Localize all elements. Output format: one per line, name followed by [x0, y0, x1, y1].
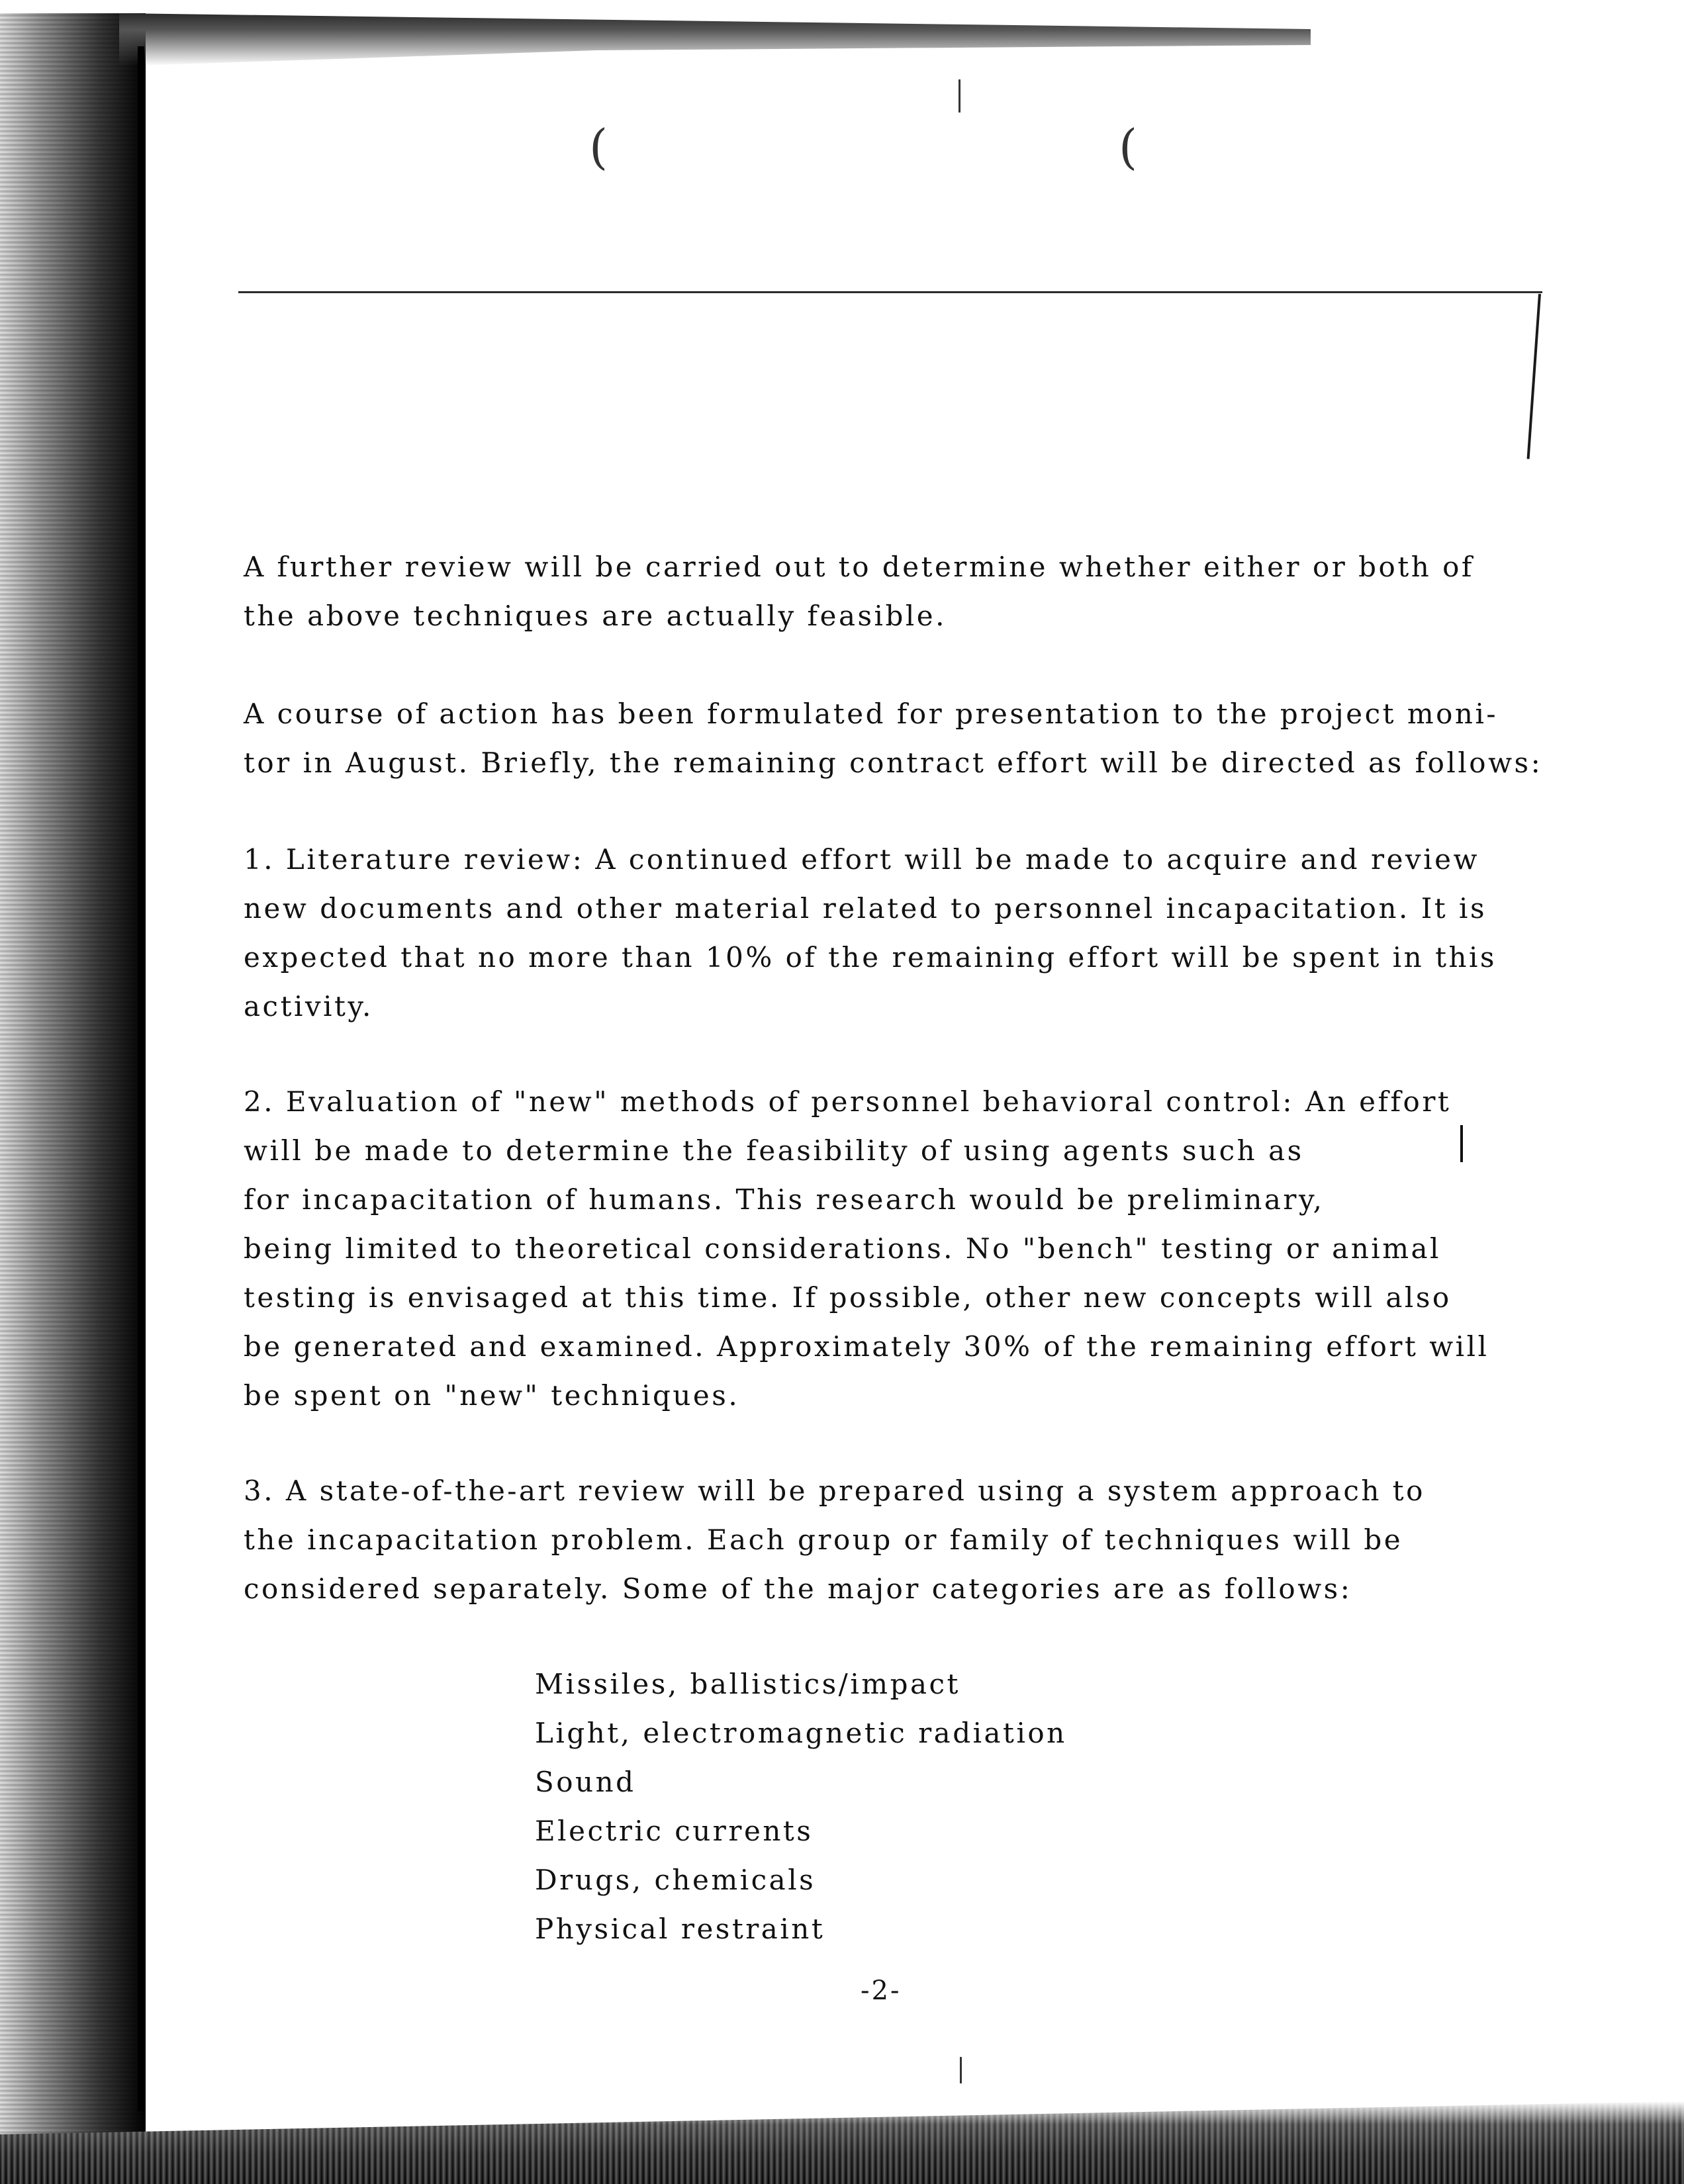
list-item: Drugs, chemicals [535, 1864, 816, 1896]
list-item: Electric currents [535, 1815, 814, 1847]
redaction-mark [1460, 1125, 1463, 1162]
scan-shadow-bottom [0, 2101, 1684, 2184]
page-number: -2- [861, 1976, 902, 2006]
list-item: Light, electromagnetic radiation [535, 1717, 1067, 1749]
page-edge [138, 46, 144, 2111]
redaction-box-top-rule [238, 291, 1542, 293]
scan-shadow-top [119, 13, 1311, 66]
list-item: Sound [535, 1766, 636, 1798]
redaction-bracket-right: ( [1119, 119, 1138, 175]
list-item: Missiles, ballistics/impact [535, 1668, 960, 1700]
scan-mark [959, 79, 960, 113]
list-item: Physical restraint [535, 1913, 825, 1945]
scan-mark-bottom [960, 2057, 962, 2083]
paragraph-state-of-the-art: 3. A state-of-the-art review will be prepared using a system approach to the incapacitation problem. Each group or family of techniques will be considered separately. Some of the major categories are as follows: [244, 1475, 1425, 1605]
paragraph-new-methods: 2. Evaluation of "new" methods of personnel behavioral control: An effort will be made to determine the feasibility of using agents such as for incapacitation of humans. This research would be preliminary, being limited to theoretical considerations. No "bench" testing or animal testing is envisaged at this time. If possible, other new concepts will also be generated and examined. Approximately 30% of the remaining effort will be spent on "new" techniques. [244, 1085, 1489, 1412]
redaction-bracket-left: ( [589, 119, 608, 175]
redaction-box-right-rule [1527, 294, 1541, 459]
scan-shadow-left [0, 13, 146, 2184]
category-list [535, 1660, 1329, 1954]
paragraph-literature-review: 1. Literature review: A continued effort will be made to acquire and review new documents and other material related to personnel incapacitation. It is expected that no more than 10% of the remaining effort will be spent in this activity. [244, 843, 1497, 1023]
paragraph-course-of-action: A course of action has been formulated for presentation to the project moni- tor in August. Briefly, the remaining contract effort will be directed as follows: [244, 698, 1543, 779]
paragraph-feasibility-review: A further review will be carried out to determine whether either or both of the above techniques are actually feasible. [244, 551, 1474, 632]
